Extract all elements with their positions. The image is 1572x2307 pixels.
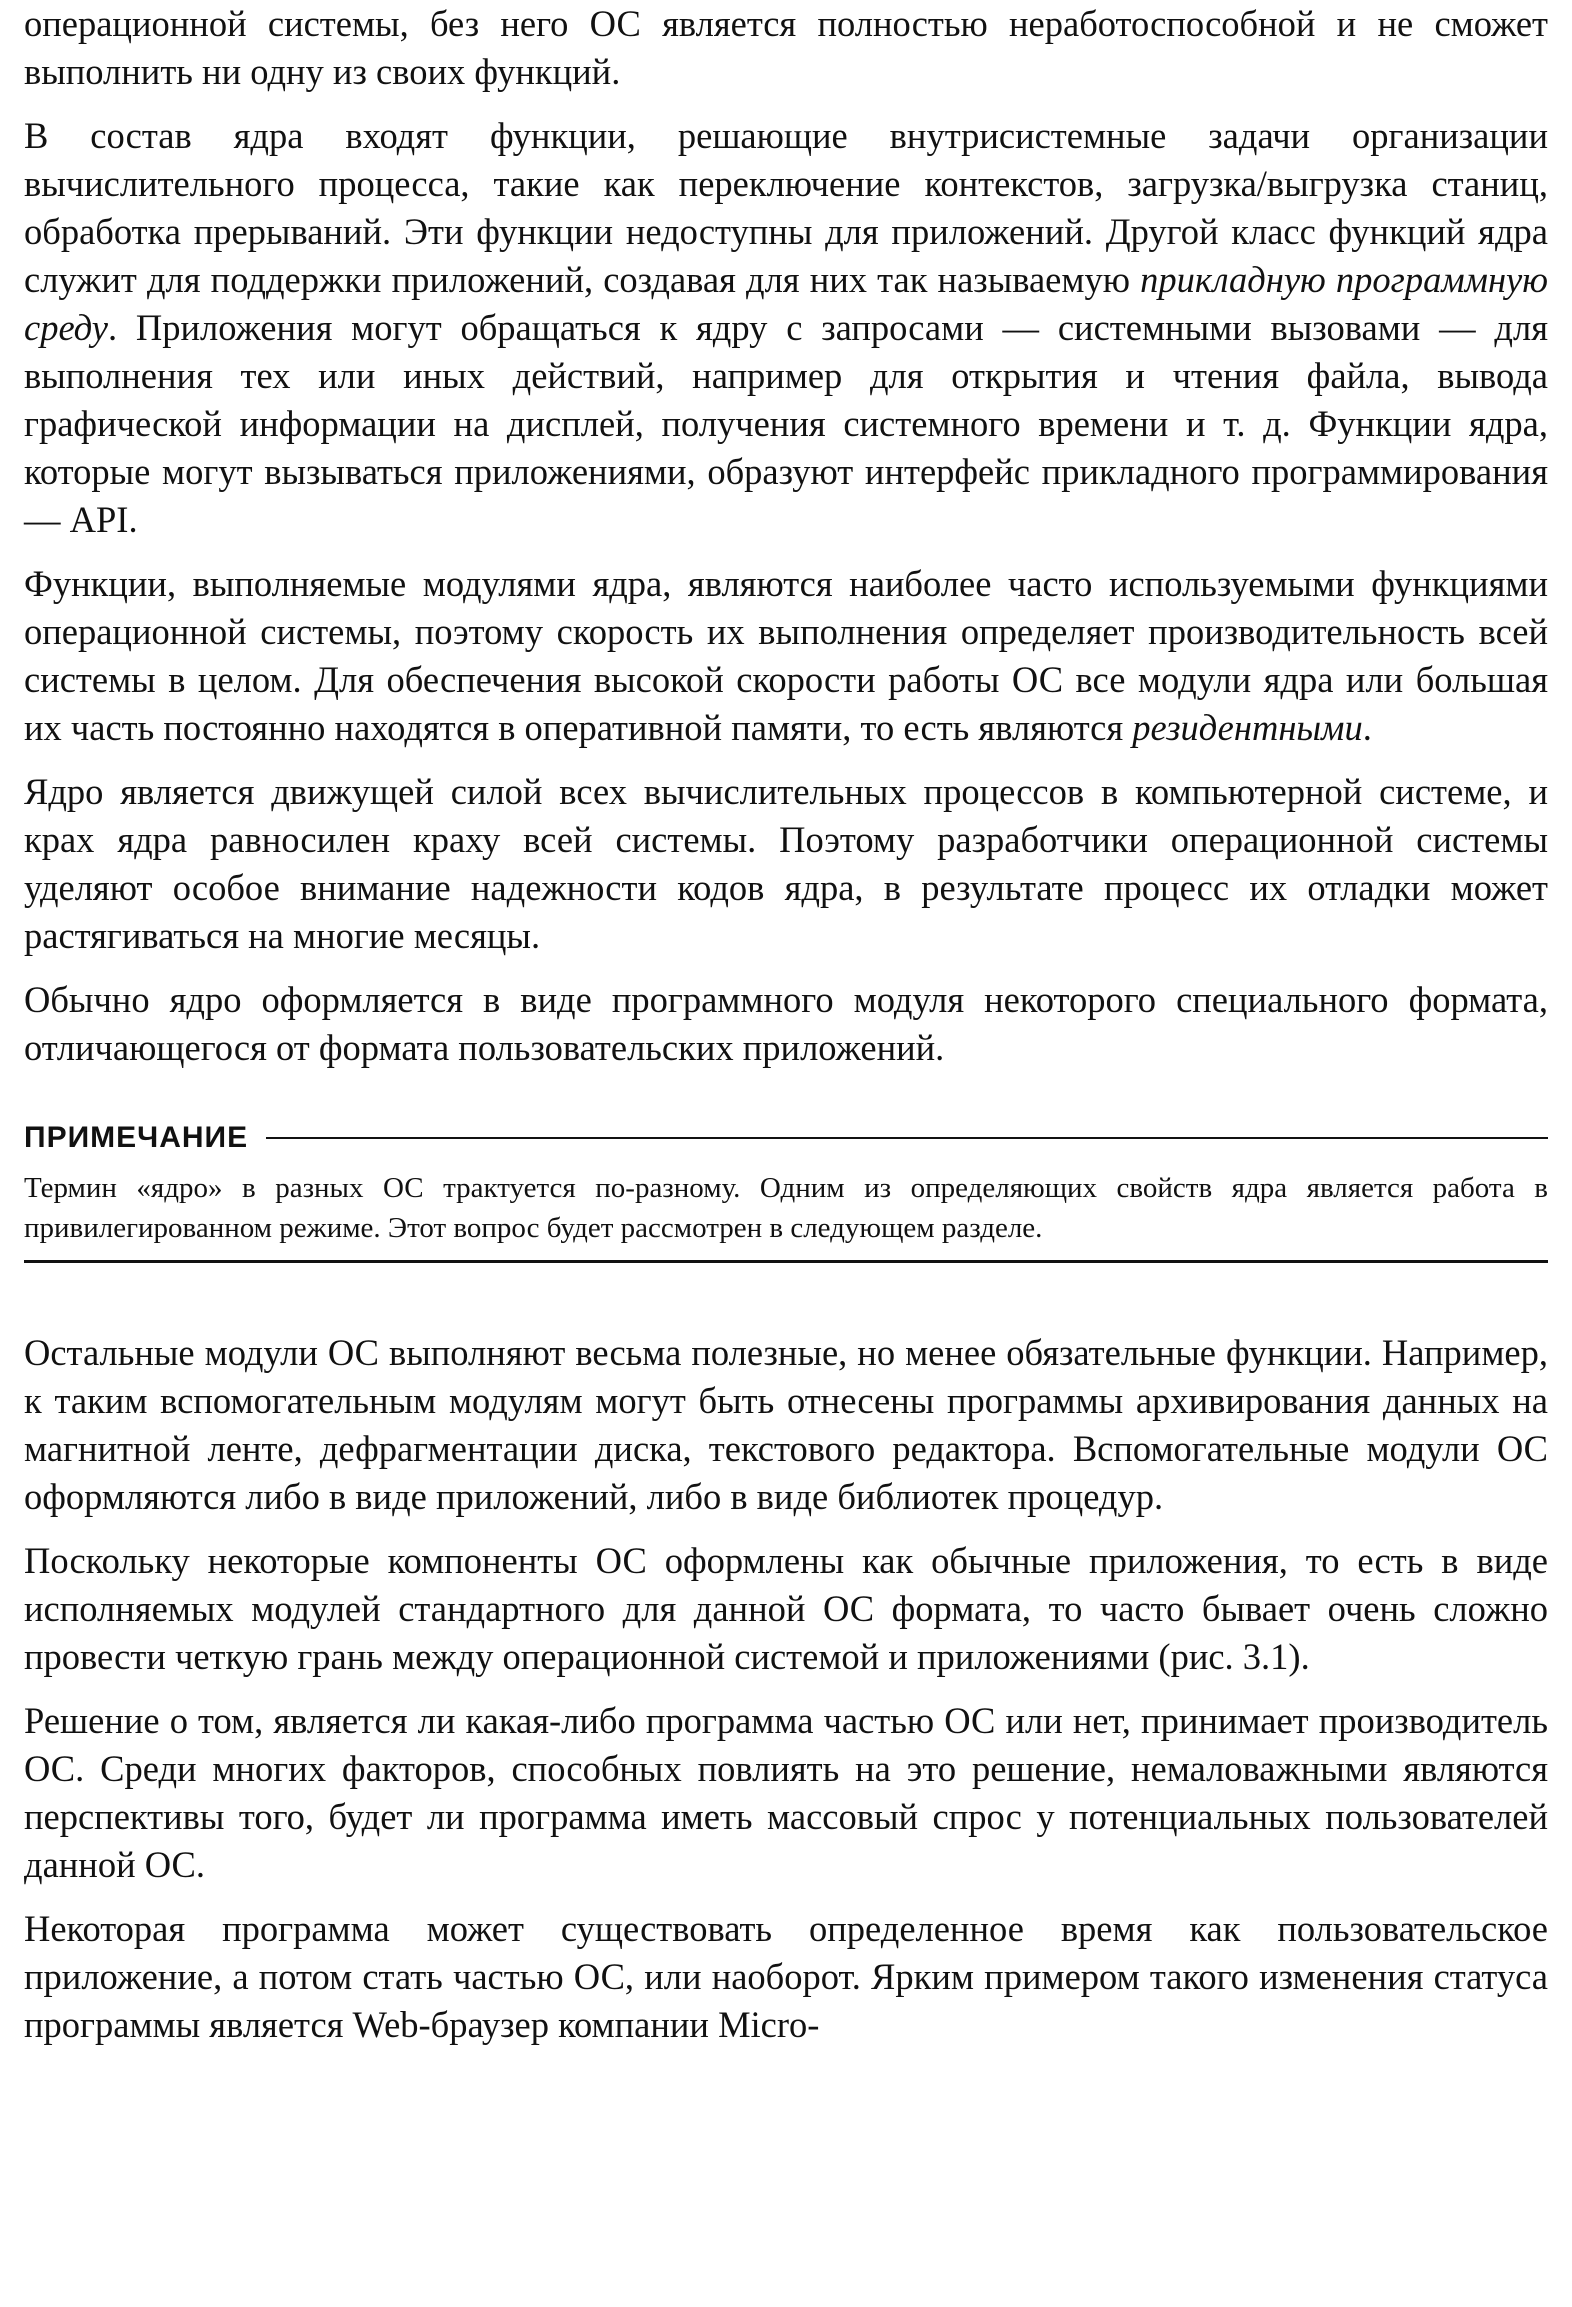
paragraph-text: Функции, выполняемые модулями ядра, являются наиболее часто используемыми функциями операционной системы, поэтому скорость их выполнения определяет производительность всей системы в целом. Для обеспечения высокой скорости работы ОС все модули ядра или большая их часть постоянно находятся в оперативной памяти, то есть являются: [24, 563, 1548, 748]
note-top-rule: [266, 1137, 1548, 1139]
paragraph-text: Некоторая программа может существовать определенное время как пользовательское приложение, а потом стать частью ОС, или наоборот. Ярким примером такого изменения статуса программы является Web-браузер компании Micro-: [24, 1908, 1548, 2045]
paragraph: [24, 1697, 1548, 1889]
paragraph-text: Поскольку некоторые компоненты ОС оформлены как обычные приложения, то есть в виде исполняемых модулей стандартного для данной ОС формата, то часто бывает очень сложно провести четкую грань между операционной системой и приложениями (рис. 3.1).: [24, 1540, 1548, 1677]
italic-term: прикладную программную среду: [24, 259, 1548, 348]
paragraph: [24, 1537, 1548, 1681]
italic-term: резидентными: [1132, 707, 1363, 748]
paragraph: [24, 1329, 1548, 1521]
paragraph: [24, 0, 1548, 96]
paragraph: [24, 976, 1548, 1072]
paragraph: [24, 560, 1548, 752]
note-title: ПРИМЕЧАНИЕ: [24, 1121, 249, 1154]
paragraph-text: Ядро является движущей силой всех вычислительных процессов в компьютерной системе, и крах ядра равносилен краху всей системы. Поэтому разработчики операционной системы уделяют особое внимание надежности кодов ядра, в результате процесс их отладки может растягиваться на многие месяцы.: [24, 771, 1548, 956]
paragraph: [24, 112, 1548, 544]
paragraph-text: операционной системы, без него ОС является полностью неработоспособной и не сможет выполнить ни одну из своих функций.: [24, 3, 1548, 92]
note-text: Термин «ядро» в разных ОС трактуется по-разному. Одним из определяющих свойств ядра является работа в привилегированном режиме. Этот вопрос будет рассмотрен в следующем разделе.: [24, 1168, 1548, 1263]
paragraph-text: Решение о том, является ли какая-либо программа частью ОС или нет, принимает производитель ОС. Среди многих факторов, способных повлиять на это решение, немаловажными являются перспективы того, будет ли программа иметь массовый спрос у потенциальных пользователей данной ОС.: [24, 1700, 1548, 1885]
paragraph-text: Обычно ядро оформляется в виде программного модуля некоторого специального формата, отличающегося от формата пользовательских приложений.: [24, 979, 1548, 1068]
note-header: [24, 1118, 1548, 1158]
paragraph-text: В состав ядра входят функции, решающие внутрисистемные задачи организации вычислительного процесса, такие как переключение контекстов, загрузка/выгрузка станиц, обработка прерываний. Эти функции недоступны для приложений. Другой класс функций ядра служит для поддержки приложений, создавая для них так называемую: [24, 115, 1548, 300]
paragraph: [24, 1905, 1548, 2049]
paragraph-group-after-note: [24, 1329, 1548, 2049]
paragraph-text: . Приложения могут обращаться к ядру с запросами — системными вызовами — для выполнения тех или иных действий, например для открытия и чтения файла, вывода графической информации на дисплей, получения системного времени и т. д. Функции ядра, которые могут вызываться приложениями, образуют интерфейс прикладного программирования — API.: [24, 307, 1548, 540]
paragraph-text: .: [1362, 707, 1372, 748]
document-page: [24, 0, 1548, 2065]
paragraph-text: Остальные модули ОС выполняют весьма полезные, но менее обязательные функции. Например, к таким вспомогательным модулям могут быть отнесены программы архивирования данных на магнитной ленте, дефрагментации диска, текстового редактора. Вспомогательные модули ОС оформляются либо в виде приложений, либо в виде библиотек процедур.: [24, 1332, 1548, 1517]
paragraph: [24, 768, 1548, 960]
paragraph-group-before-note: [24, 0, 1548, 1072]
note-box: [24, 1118, 1548, 1263]
